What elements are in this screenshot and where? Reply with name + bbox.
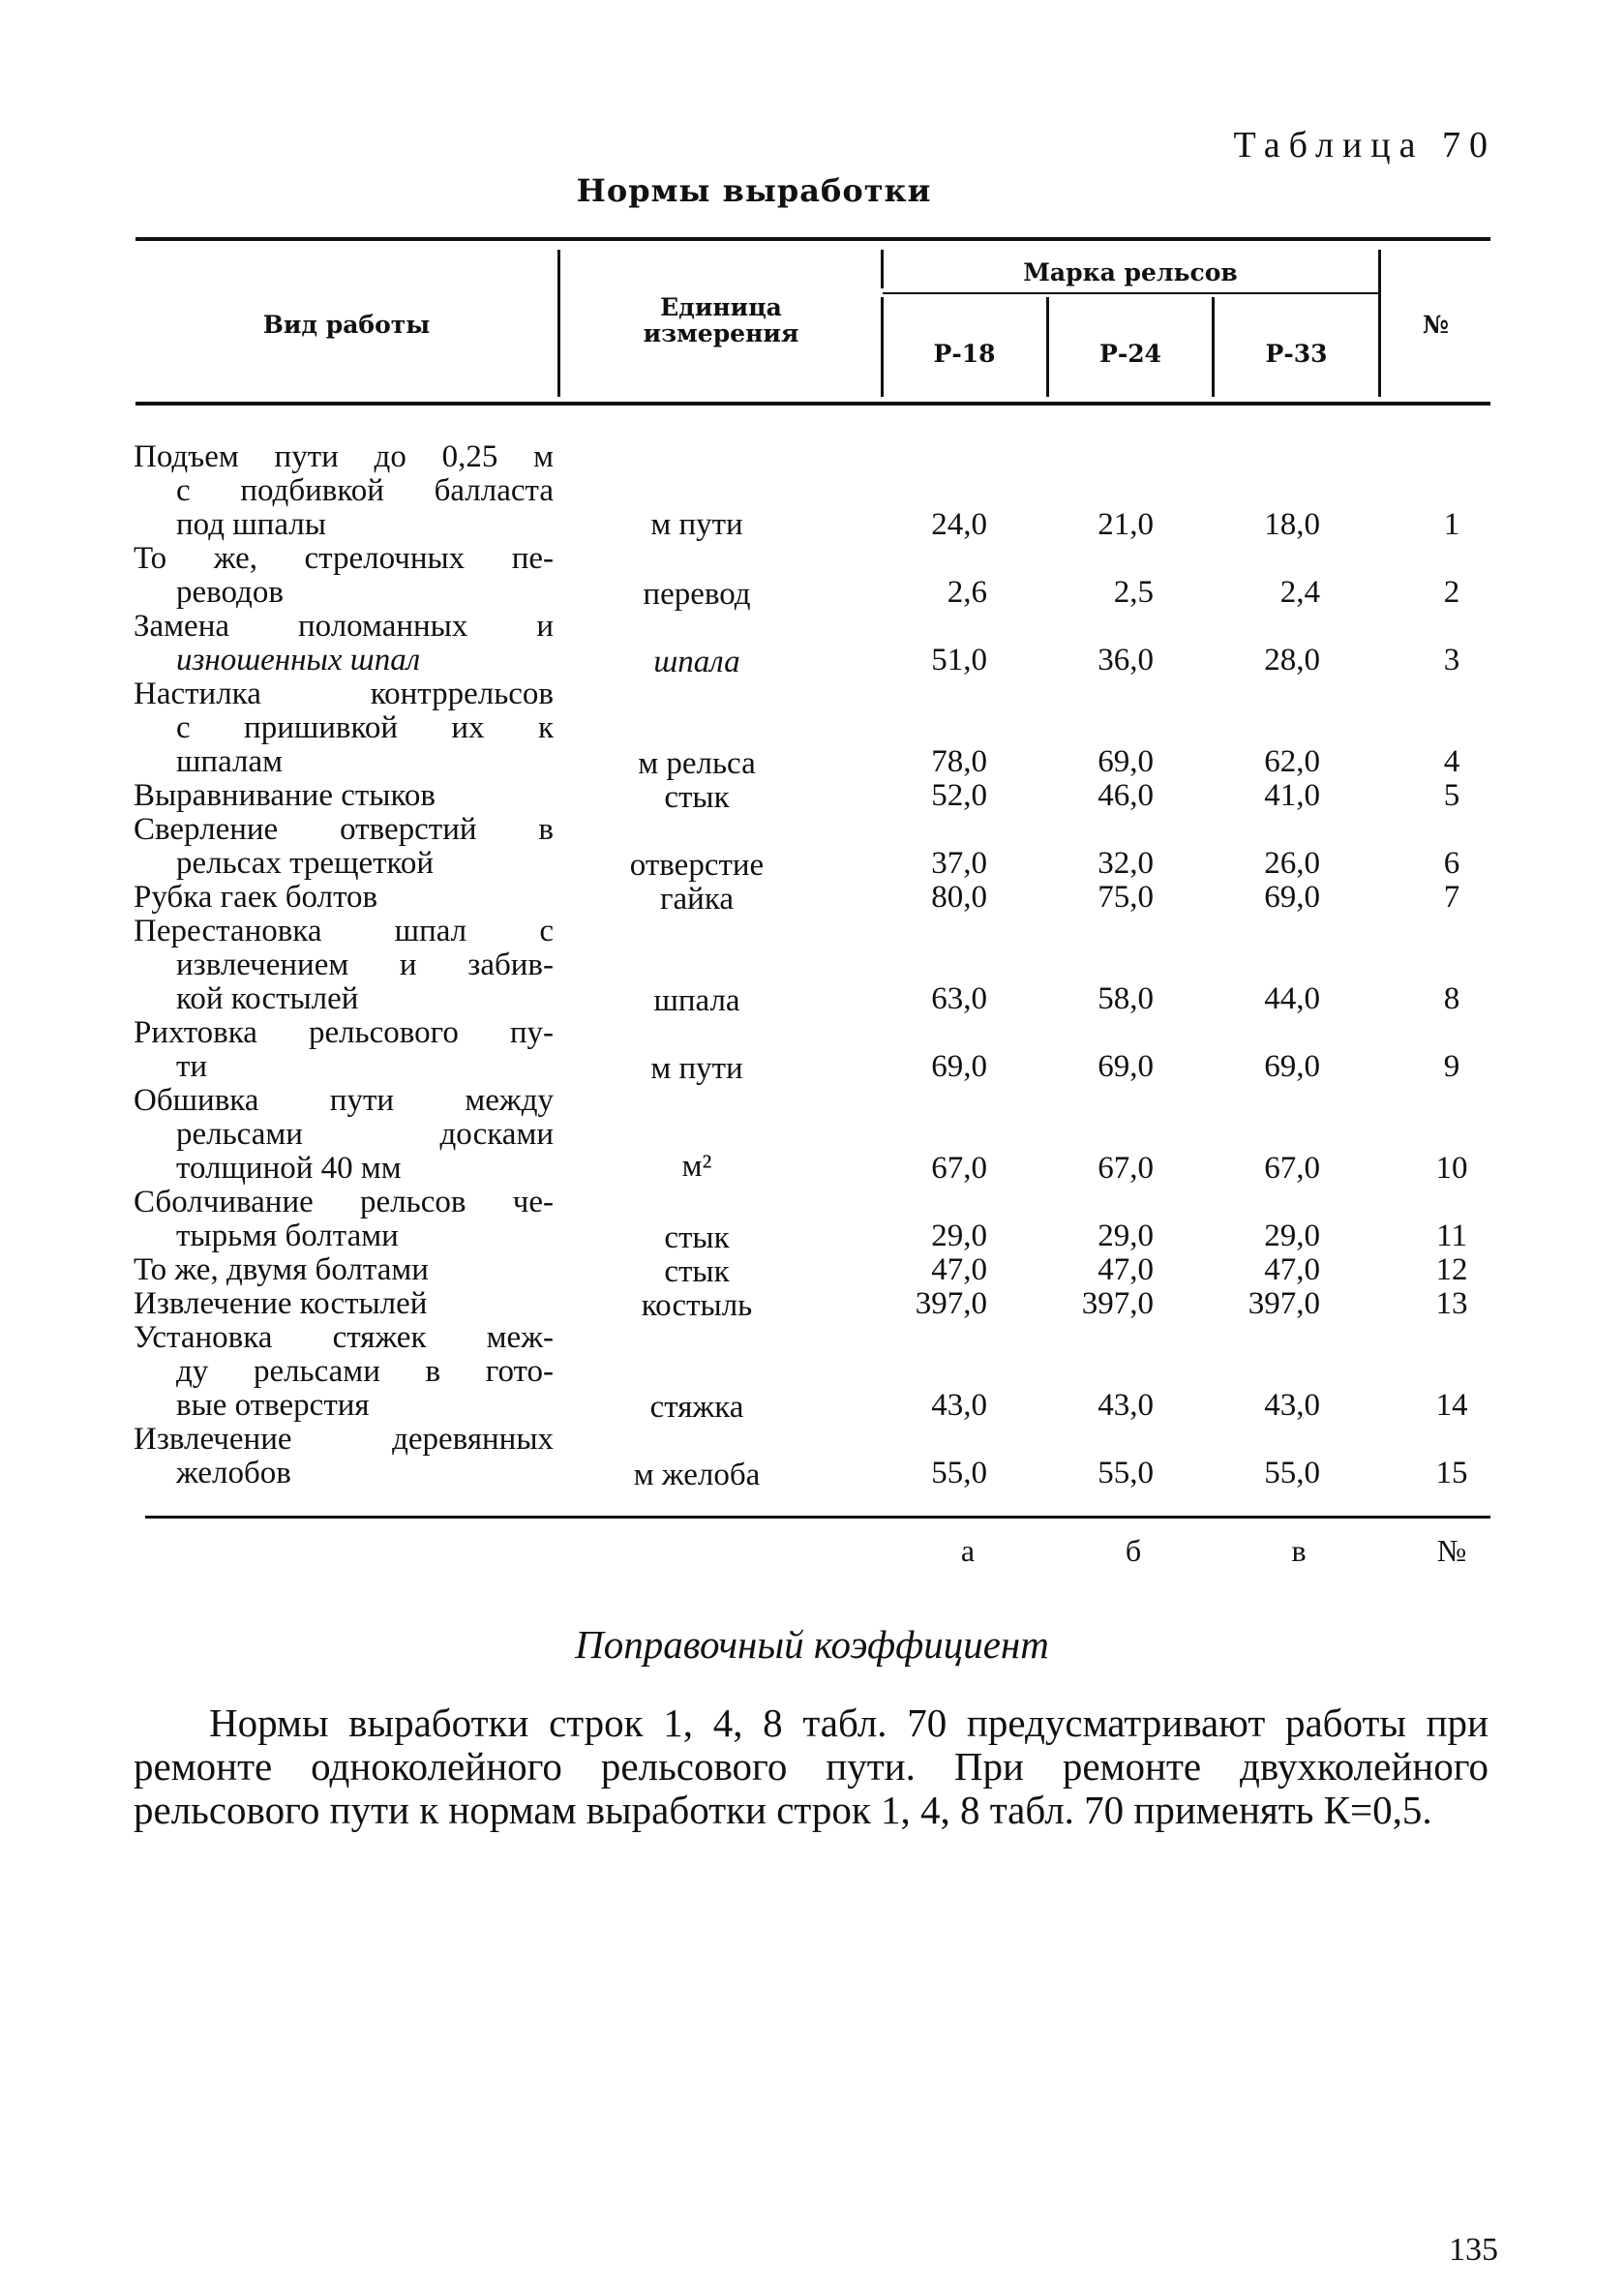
work-name — [134, 915, 554, 1016]
row-number: 8 — [1443, 981, 1460, 1016]
row-number: 1 — [1443, 507, 1460, 542]
value-r18: 29,0 — [931, 1219, 987, 1253]
work-name — [134, 1084, 554, 1186]
correction-text: Нормы выработки строк 1, 4, 8 табл. 70 предусматривают работы при ремонте одноколейного рельсового пути. При ремонте двухколейного рельсового пути к нормам выработки строк 1, 4, 8 табл. 70 применять К=0,5. — [134, 1700, 1489, 1832]
value-r33: 55,0 — [1264, 1456, 1320, 1490]
header-rail-r33: Р-33 — [1265, 340, 1328, 368]
value-r18: 67,0 — [931, 1151, 987, 1186]
value-r33: 18,0 — [1264, 507, 1320, 542]
unit-cell: гайка — [659, 882, 735, 917]
table-label: Таблица 70 — [1233, 125, 1496, 166]
value-r33: 67,0 — [1264, 1151, 1320, 1186]
value-r18: 397,0 — [915, 1286, 987, 1321]
value-r18: 55,0 — [931, 1456, 987, 1490]
header-bottom-rule — [135, 402, 1490, 406]
value-r18: 47,0 — [931, 1252, 987, 1287]
work-name-line: реводов — [176, 575, 284, 610]
work-name-line: Сболчивание рельсов че- — [134, 1185, 554, 1219]
code-number: № — [1436, 1533, 1467, 1568]
value-r33: 44,0 — [1264, 981, 1320, 1016]
work-name-line: Извлечение деревянных — [134, 1422, 554, 1457]
work-name — [134, 881, 554, 915]
value-r33: 28,0 — [1264, 643, 1320, 677]
row-number: 11 — [1436, 1219, 1467, 1253]
row-number: 9 — [1443, 1049, 1460, 1084]
table-title: Нормы выработки — [576, 172, 932, 209]
row-number: 4 — [1443, 744, 1460, 779]
work-name-line: извлечением и забив- — [176, 948, 554, 982]
work-name-line: под шпалы — [176, 507, 326, 542]
header-rail-r24: Р-24 — [1099, 340, 1161, 368]
value-r24: 397,0 — [1081, 1286, 1154, 1321]
value-r24: 21,0 — [1098, 507, 1154, 542]
value-r18: 69,0 — [931, 1049, 987, 1084]
work-name — [134, 1321, 554, 1423]
row-number: 15 — [1435, 1456, 1468, 1490]
value-r24: 32,0 — [1098, 846, 1154, 881]
value-r24: 69,0 — [1098, 744, 1154, 779]
work-name-line: шпалам — [176, 744, 284, 779]
value-r18: 52,0 — [931, 778, 987, 813]
row-number: 13 — [1435, 1286, 1468, 1321]
header-work: Вид работы — [262, 311, 431, 339]
row-number: 3 — [1443, 643, 1460, 677]
unit-cell: м² — [681, 1149, 712, 1184]
work-name-line: тырьмя болтами — [176, 1219, 399, 1253]
work-name-line: Настилка контррельсов — [134, 677, 554, 711]
row-number: 12 — [1435, 1252, 1468, 1287]
value-r33: 26,0 — [1264, 846, 1320, 881]
code-a: а — [960, 1533, 976, 1568]
work-name — [134, 1016, 554, 1084]
value-r33: 397,0 — [1248, 1286, 1320, 1321]
value-r18: 24,0 — [931, 507, 987, 542]
row-number: 6 — [1443, 846, 1460, 881]
work-name — [134, 440, 554, 542]
unit-cell: перевод — [643, 577, 751, 612]
unit-cell: стык — [664, 1254, 730, 1289]
work-name-line: Извлечение костылей — [134, 1286, 428, 1321]
value-r18: 2,6 — [947, 575, 987, 610]
value-r33: 43,0 — [1264, 1388, 1320, 1423]
work-name — [134, 1287, 554, 1321]
work-name-line: Подъем пути до 0,25 м — [134, 439, 554, 474]
header-number: № — [1422, 311, 1450, 339]
work-name — [134, 1423, 554, 1490]
value-r18: 78,0 — [931, 744, 987, 779]
work-name — [134, 1186, 554, 1253]
work-name-line: рельсах трещеткой — [176, 846, 435, 881]
work-name — [134, 813, 554, 881]
value-r24: 58,0 — [1098, 981, 1154, 1016]
unit-cell: костыль — [641, 1288, 753, 1323]
col-divider — [557, 250, 560, 397]
work-name-line: Рубка гаек болтов — [134, 880, 378, 915]
code-c: в — [1291, 1533, 1307, 1568]
value-r24: 29,0 — [1098, 1219, 1154, 1253]
work-name-line: Замена поломанных и — [134, 609, 554, 644]
work-name — [134, 779, 554, 813]
unit-cell: шпала — [653, 645, 740, 679]
value-r24: 75,0 — [1098, 880, 1154, 915]
code-b: б — [1125, 1533, 1142, 1568]
column-codes — [0, 1533, 1624, 1572]
work-name-line: ти — [176, 1049, 208, 1084]
unit-cell: шпала — [653, 983, 740, 1018]
header-unit: Единица измерения — [643, 293, 799, 347]
row-number: 2 — [1443, 575, 1460, 610]
work-name-line: желобов — [176, 1456, 291, 1490]
unit-cell: стык — [664, 780, 730, 815]
value-r18: 80,0 — [931, 880, 987, 915]
work-name-line: рельсами досками — [176, 1117, 554, 1152]
top-rule — [135, 237, 1490, 241]
value-r33: 29,0 — [1264, 1219, 1320, 1253]
value-r24: 43,0 — [1098, 1388, 1154, 1423]
work-name — [134, 542, 554, 610]
unit-cell: стяжка — [649, 1390, 744, 1425]
value-r24: 46,0 — [1098, 778, 1154, 813]
header-rail-brand: Марка рельсов — [1023, 258, 1238, 286]
work-name-line: Перестановка шпал с — [134, 914, 554, 948]
value-r33: 47,0 — [1264, 1252, 1320, 1287]
value-r18: 51,0 — [931, 643, 987, 677]
value-r24: 36,0 — [1098, 643, 1154, 677]
work-name-line: Обшивка пути между — [134, 1083, 554, 1118]
unit-cell: м рельса — [638, 746, 756, 781]
work-name-line: То же, двумя болтами — [134, 1252, 429, 1287]
row-number: 10 — [1435, 1151, 1468, 1186]
row-number: 7 — [1443, 880, 1460, 915]
work-name-line: Сверление отверстий в — [134, 812, 554, 847]
value-r33: 62,0 — [1264, 744, 1320, 779]
value-r18: 43,0 — [931, 1388, 987, 1423]
value-r24: 69,0 — [1098, 1049, 1154, 1084]
value-r24: 47,0 — [1098, 1252, 1154, 1287]
work-name-line: ду рельсами в гото- — [176, 1354, 554, 1389]
work-name-line: с подбивкой балласта — [176, 473, 554, 508]
page-number: 135 — [1449, 2232, 1498, 2268]
value-r24: 67,0 — [1098, 1151, 1154, 1186]
work-name — [134, 1253, 554, 1287]
unit-cell: м пути — [650, 507, 743, 542]
work-name-line: с пришивкой их к — [176, 710, 554, 745]
value-r33: 69,0 — [1264, 880, 1320, 915]
work-name-line: изношенных шпал — [176, 643, 421, 677]
work-name-line: То же, стрелочных пе- — [134, 541, 554, 576]
brand-underline — [883, 292, 1378, 294]
row-number: 5 — [1443, 778, 1460, 813]
unit-cell: м пути — [650, 1051, 743, 1086]
header-rail-r18: Р-18 — [933, 340, 996, 368]
unit-cell: стык — [664, 1220, 730, 1255]
value-r33: 41,0 — [1264, 778, 1320, 813]
table-bottom-rule — [145, 1516, 1490, 1519]
work-name — [134, 610, 554, 677]
value-r24: 2,5 — [1113, 575, 1154, 610]
work-name-line: Установка стяжек меж- — [134, 1320, 554, 1355]
value-r33: 69,0 — [1264, 1049, 1320, 1084]
value-r24: 55,0 — [1098, 1456, 1154, 1490]
work-name-line: вые отверстия — [176, 1388, 370, 1423]
work-name-line: кой костылей — [176, 981, 359, 1016]
unit-cell: м желоба — [633, 1458, 761, 1492]
value-r33: 2,4 — [1279, 575, 1320, 610]
value-r18: 63,0 — [931, 981, 987, 1016]
work-name — [134, 677, 554, 779]
value-r18: 37,0 — [931, 846, 987, 881]
correction-title: Поправочный коэффициент — [575, 1622, 1049, 1667]
work-name-line: толщиной 40 мм — [176, 1151, 402, 1186]
work-name-line: Рихтовка рельсового пу- — [134, 1015, 554, 1050]
work-name-line: Выравнивание стыков — [134, 778, 436, 813]
unit-cell: отверстие — [629, 848, 765, 883]
row-number: 14 — [1435, 1388, 1468, 1423]
